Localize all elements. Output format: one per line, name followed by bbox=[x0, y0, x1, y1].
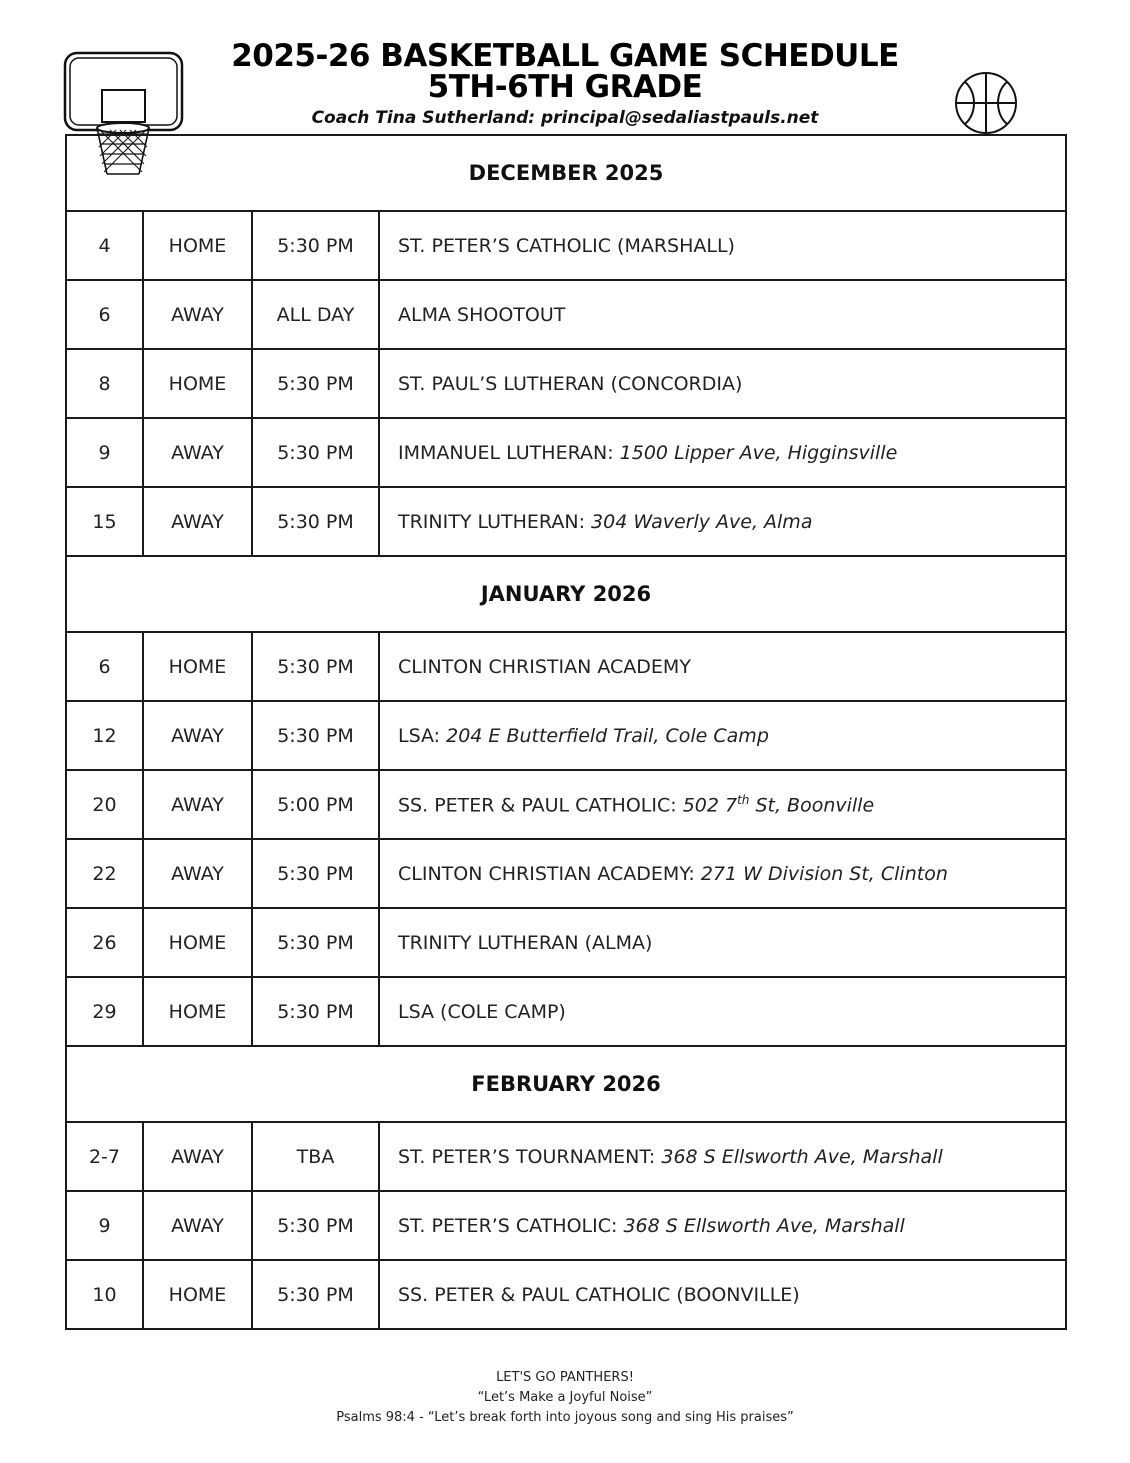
game-date: 4 bbox=[66, 211, 143, 280]
game-opponent: LSA: bbox=[398, 724, 447, 747]
table-row bbox=[66, 1260, 1066, 1329]
game-address: 204 E Butterfield Trail, Cole Camp bbox=[446, 724, 769, 747]
table-row bbox=[66, 211, 1066, 280]
footer-slogan: LET'S GO PANTHERS! bbox=[496, 1370, 634, 1385]
game-location: AWAY bbox=[143, 770, 252, 839]
table-row bbox=[66, 632, 1066, 701]
game-date: 9 bbox=[66, 1191, 143, 1260]
game-opponent-cell bbox=[379, 1122, 1066, 1191]
game-time: 5:30 PM bbox=[252, 908, 379, 977]
game-date: 20 bbox=[66, 770, 143, 839]
game-opponent-cell bbox=[379, 770, 1066, 839]
game-time: 5:30 PM bbox=[252, 418, 379, 487]
game-time: 5:30 PM bbox=[252, 977, 379, 1046]
game-location: AWAY bbox=[143, 701, 252, 770]
game-location: AWAY bbox=[143, 418, 252, 487]
game-location: AWAY bbox=[143, 280, 252, 349]
game-time: 5:30 PM bbox=[252, 349, 379, 418]
game-opponent: CLINTON CHRISTIAN ACADEMY: bbox=[398, 862, 701, 885]
footer-quote: “Let’s Make a Joyful Noise” bbox=[477, 1390, 653, 1405]
table-row bbox=[66, 908, 1066, 977]
game-opponent-cell bbox=[379, 487, 1066, 556]
month-header-row bbox=[66, 135, 1066, 211]
game-time: ALL DAY bbox=[252, 280, 379, 349]
game-location: HOME bbox=[143, 908, 252, 977]
game-time: 5:30 PM bbox=[252, 211, 379, 280]
game-address-tail: St, Boonville bbox=[749, 794, 875, 817]
month-header-row bbox=[66, 556, 1066, 632]
table-row bbox=[66, 701, 1066, 770]
game-address: 502 7 bbox=[682, 794, 738, 817]
game-opponent-cell bbox=[379, 418, 1066, 487]
game-opponent: CLINTON CHRISTIAN ACADEMY bbox=[398, 655, 691, 678]
game-opponent-cell bbox=[379, 632, 1066, 701]
game-location: HOME bbox=[143, 977, 252, 1046]
coach-contact: Coach Tina Sutherland: principal@sedaliastpauls.net bbox=[311, 108, 819, 128]
game-location: HOME bbox=[143, 1260, 252, 1329]
game-address: 368 S Ellsworth Ave, Marshall bbox=[661, 1145, 943, 1168]
game-opponent: ST. PAUL’S LUTHERAN (CONCORDIA) bbox=[398, 372, 743, 395]
game-address: 304 Waverly Ave, Alma bbox=[591, 510, 813, 533]
game-address: 271 W Division St, Clinton bbox=[700, 862, 948, 885]
table-row bbox=[66, 770, 1066, 839]
game-opponent: ST. PETER’S TOURNAMENT: bbox=[398, 1145, 662, 1168]
game-time: 5:30 PM bbox=[252, 839, 379, 908]
game-date: 8 bbox=[66, 349, 143, 418]
month-heading: DECEMBER 2025 bbox=[66, 135, 1066, 211]
month-heading: FEBRUARY 2026 bbox=[66, 1046, 1066, 1122]
table-row bbox=[66, 349, 1066, 418]
game-opponent: LSA (COLE CAMP) bbox=[398, 1000, 566, 1023]
game-time: 5:00 PM bbox=[252, 770, 379, 839]
game-opponent: IMMANUEL LUTHERAN: bbox=[398, 441, 620, 464]
game-opponent-cell bbox=[379, 1191, 1066, 1260]
table-row bbox=[66, 280, 1066, 349]
game-opponent-cell bbox=[379, 349, 1066, 418]
game-opponent-cell bbox=[379, 977, 1066, 1046]
game-date: 6 bbox=[66, 632, 143, 701]
game-date: 6 bbox=[66, 280, 143, 349]
game-date: 15 bbox=[66, 487, 143, 556]
table-row bbox=[66, 1191, 1066, 1260]
game-time: 5:30 PM bbox=[252, 1260, 379, 1329]
game-opponent: SS. PETER & PAUL CATHOLIC: bbox=[398, 794, 683, 817]
table-row bbox=[66, 1122, 1066, 1191]
table-row bbox=[66, 977, 1066, 1046]
basketball-icon bbox=[953, 70, 1019, 136]
table-row bbox=[66, 487, 1066, 556]
game-time: 5:30 PM bbox=[252, 701, 379, 770]
page-title-line1: 2025-26 BASKETBALL GAME SCHEDULE bbox=[231, 38, 899, 74]
month-heading: JANUARY 2026 bbox=[66, 556, 1066, 632]
game-opponent-cell bbox=[379, 1260, 1066, 1329]
game-location: HOME bbox=[143, 632, 252, 701]
game-date: 9 bbox=[66, 418, 143, 487]
schedule-table bbox=[65, 134, 1067, 1330]
table-row bbox=[66, 839, 1066, 908]
game-location: HOME bbox=[143, 211, 252, 280]
game-time: TBA bbox=[252, 1122, 379, 1191]
table-row bbox=[66, 418, 1066, 487]
game-date: 29 bbox=[66, 977, 143, 1046]
game-opponent: TRINITY LUTHERAN: bbox=[398, 510, 592, 533]
game-opponent-cell bbox=[379, 211, 1066, 280]
month-header-row bbox=[66, 1046, 1066, 1122]
game-address-superscript: th bbox=[737, 792, 750, 807]
game-time: 5:30 PM bbox=[252, 632, 379, 701]
game-opponent-cell bbox=[379, 701, 1066, 770]
game-opponent-cell bbox=[379, 908, 1066, 977]
game-date: 10 bbox=[66, 1260, 143, 1329]
game-address: 1500 Lipper Ave, Higginsville bbox=[619, 441, 898, 464]
game-opponent: SS. PETER & PAUL CATHOLIC (BOONVILLE) bbox=[398, 1283, 800, 1306]
game-address: 368 S Ellsworth Ave, Marshall bbox=[623, 1214, 905, 1237]
game-opponent: ST. PETER’S CATHOLIC: bbox=[398, 1214, 624, 1237]
game-opponent: TRINITY LUTHERAN (ALMA) bbox=[398, 931, 653, 954]
game-date: 12 bbox=[66, 701, 143, 770]
game-date: 26 bbox=[66, 908, 143, 977]
game-opponent: ST. PETER’S CATHOLIC (MARSHALL) bbox=[398, 234, 735, 257]
game-location: AWAY bbox=[143, 839, 252, 908]
game-date: 2-7 bbox=[66, 1122, 143, 1191]
footer-verse: Psalms 98:4 - “Let’s break forth into joyous song and sing His praises” bbox=[336, 1410, 794, 1425]
game-opponent: ALMA SHOOTOUT bbox=[398, 303, 566, 326]
page-title-line2: 5TH-6TH GRADE bbox=[427, 69, 703, 105]
game-time: 5:30 PM bbox=[252, 1191, 379, 1260]
game-location: AWAY bbox=[143, 487, 252, 556]
game-date: 22 bbox=[66, 839, 143, 908]
game-location: HOME bbox=[143, 349, 252, 418]
game-opponent-cell bbox=[379, 280, 1066, 349]
game-time: 5:30 PM bbox=[252, 487, 379, 556]
game-location: AWAY bbox=[143, 1122, 252, 1191]
game-location: AWAY bbox=[143, 1191, 252, 1260]
game-opponent-cell bbox=[379, 839, 1066, 908]
